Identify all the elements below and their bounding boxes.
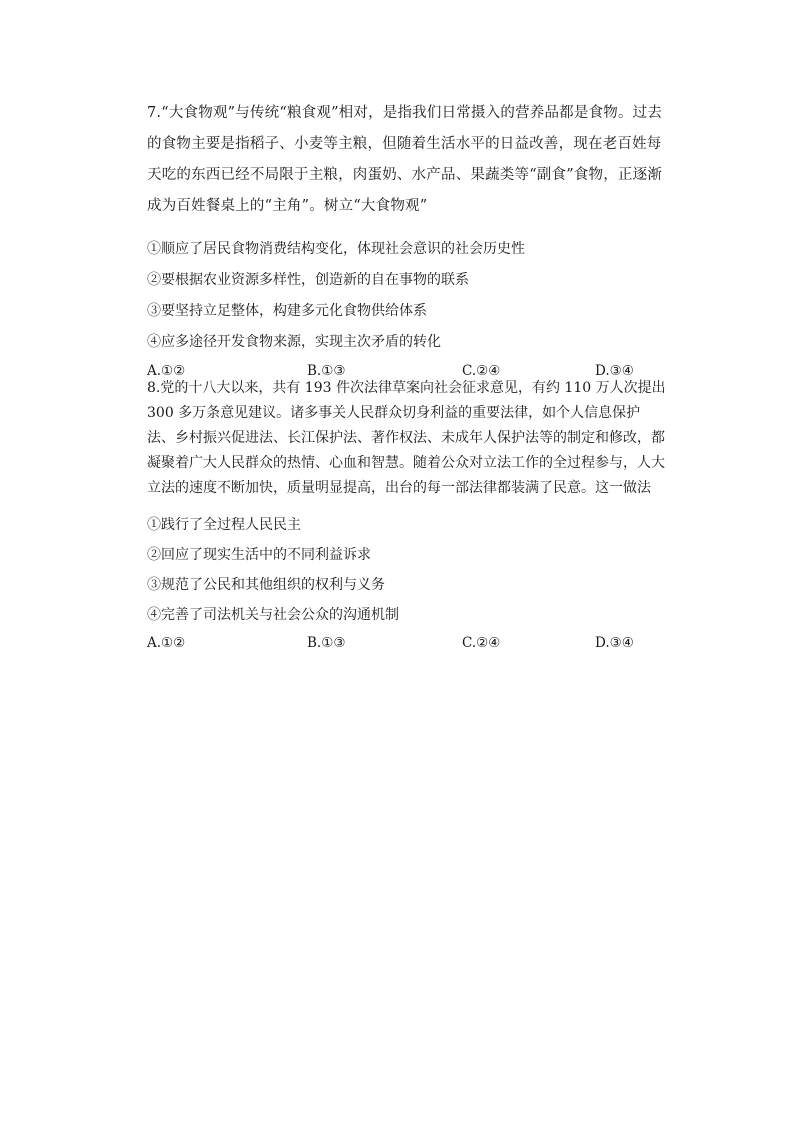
choice-d: D.③④: [595, 363, 634, 379]
choice-d: D.③④: [595, 635, 634, 651]
question-stem: 8.党的十八大以来，共有 193 件次法律草案向社会征求意见，有约 110 万人次提出 300 多万条意见建议。诸多事关人民群众切身利益的重要法律，如个人信息保护法、乡村振兴促进法、长江保护法、著作权法、未成年人保护法等的制定和修改，都凝聚着广大人民群众的热情、心血和智慧。随着公众对立法工作的全过程参与，人大立法的速度不断加快，质量明显提高，出台的每一部法律都装满了民意。这一做法: [147, 380, 666, 496]
choice-c: C.②④: [462, 635, 501, 651]
choice-a: A.①②: [147, 363, 186, 379]
option-list: [147, 515, 667, 635]
choice-b: B.①③: [307, 363, 346, 379]
question-7: [147, 98, 667, 385]
option-4: ④完善了司法机关与社会公众的沟通机制: [147, 607, 399, 623]
choice-b: B.①③: [307, 635, 346, 651]
option-list: [147, 239, 667, 363]
option-2: ②要根据农业资源多样性，创造新的自在事物的联系: [147, 272, 469, 288]
option-1: ①顺应了居民食物消费结构变化，体现社会意识的社会历史性: [147, 241, 525, 257]
question-stem: 7.“大食物观”与传统“粮食观”相对，是指我们日常摄入的营养品都是食物。过去的食物主要是指稻子、小麦等主粮，但随着生活水平的日益改善，现在老百姓每天吃的东西已经不局限于主粮，肉蛋奶、水产品、果蔬类等“副食”食物，正逐渐成为百姓餐桌上的“主角”。树立“大食物观”: [147, 105, 663, 214]
choice-a: A.①②: [147, 635, 186, 651]
option-3: ③规范了公民和其他组织的权利与义务: [147, 577, 385, 593]
question-8: [147, 376, 667, 657]
option-4: ④应多途径开发食物来源，实现主次矛盾的转化: [147, 334, 441, 350]
choice-c: C.②④: [462, 363, 501, 379]
option-3: ③要坚持立足整体，构建多元化食物供给体系: [147, 303, 427, 319]
option-2: ②回应了现实生活中的不同利益诉求: [147, 547, 371, 563]
answer-choices: [147, 635, 667, 657]
option-1: ①践行了全过程人民民主: [147, 517, 301, 533]
